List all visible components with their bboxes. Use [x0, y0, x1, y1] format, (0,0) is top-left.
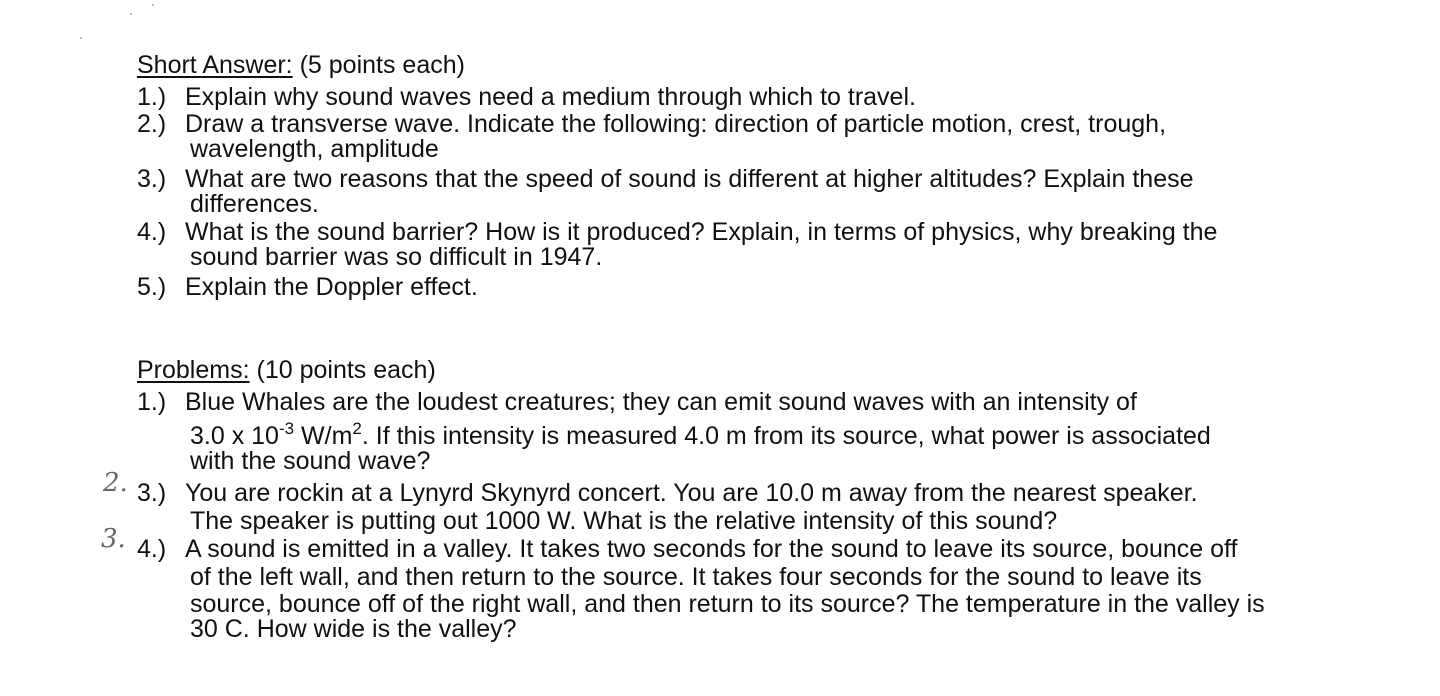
item-number: 1.) [137, 83, 167, 111]
item-text: You are rockin at a Lynyrd Skynyrd concert. You are 10.0 m away from the nearest speaker. [185, 479, 1198, 507]
intensity-coefficient: 3.0 x 10 [190, 422, 279, 450]
handwritten-renumber-2: 2. [103, 468, 128, 498]
item-text-continued: of the left wall, and then return to the source. It takes four seconds for the sound to leave its [190, 563, 1202, 591]
item-text-continued [190, 419, 1211, 450]
item-text-continued: differences. [190, 190, 319, 218]
scan-speck [80, 37, 82, 39]
item-number: 4.) [137, 535, 167, 563]
item-number: 2.) [137, 110, 167, 138]
short-answer-points: (5 points each) [299, 51, 465, 79]
item-text: Blue Whales are the loudest creatures; they can emit sound waves with an intensity of [185, 388, 1137, 416]
item-number: 3.) [137, 165, 167, 193]
intensity-exponent: -3 [278, 419, 295, 438]
item-text-continued: with the sound wave? [190, 447, 431, 475]
scan-speck [130, 13, 132, 15]
item-text: Explain why sound waves need a medium through which to travel. [185, 83, 916, 111]
problems-heading [137, 356, 436, 384]
item-text: What are two reasons that the speed of sound is different at higher altitudes? Explain these [185, 165, 1194, 193]
item-number: 1.) [137, 388, 167, 416]
item-text-continued: wavelength, amplitude [190, 135, 439, 163]
item-number: 3.) [137, 479, 167, 507]
item-text-continued: sound barrier was so difficult in 1947. [190, 243, 603, 271]
item-text-continued: The speaker is putting out 1000 W. What is the relative intensity of this sound? [190, 507, 1058, 535]
item-number: 4.) [137, 218, 167, 246]
short-answer-heading [137, 51, 465, 79]
item-text-continued: source, bounce off of the right wall, and then return to its source? The temperature in the valley is [190, 590, 1265, 618]
intensity-unit: W/m [294, 422, 353, 450]
item-text: Draw a transverse wave. Indicate the following: direction of particle motion, crest, trough, [185, 110, 1167, 138]
item-text: A sound is emitted in a valley. It takes two seconds for the sound to leave its source, bounce off [185, 535, 1238, 563]
problems-points: (10 points each) [256, 356, 436, 384]
scan-speck [152, 4, 154, 6]
item-text: What is the sound barrier? How is it produced? Explain, in terms of physics, why breaking the [185, 218, 1218, 246]
short-answer-title: Short Answer: [137, 51, 293, 79]
problems-title: Problems: [137, 356, 250, 384]
item-text-rest: . If this intensity is measured 4.0 m from its source, what power is associated [361, 422, 1211, 450]
item-number: 5.) [137, 273, 167, 301]
item-text: Explain the Doppler effect. [185, 273, 478, 301]
unit-exponent: 2 [352, 419, 362, 438]
handwritten-renumber-3: 3. [101, 524, 126, 554]
item-text-continued: 30 C. How wide is the valley? [190, 615, 517, 643]
